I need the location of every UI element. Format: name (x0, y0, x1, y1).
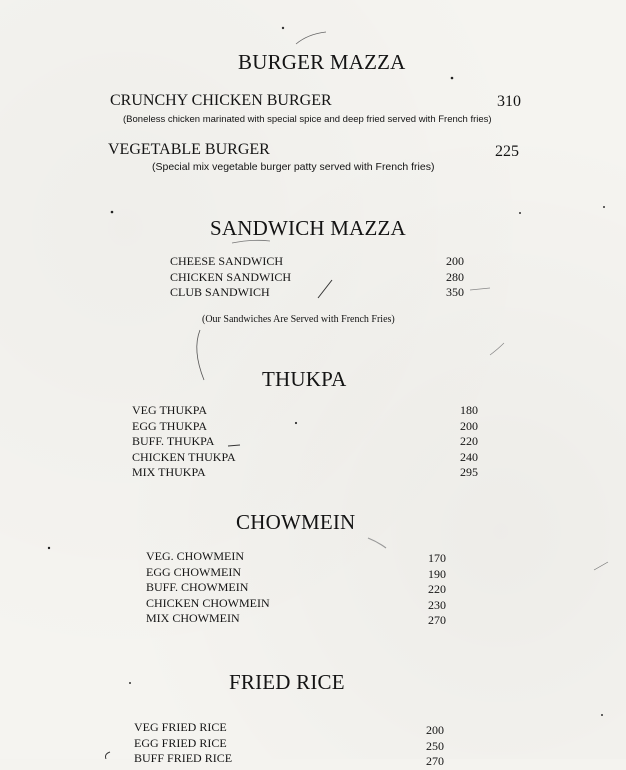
menu-item-name: BUFF. CHOWMEIN (146, 580, 249, 594)
burger-item-name: VEGETABLE BURGER (108, 141, 270, 158)
section-title-thukpa: THUKPA (262, 367, 347, 391)
menu-item-name: BUFF. THUKPA (132, 434, 215, 448)
menu-item-price: 280 (446, 269, 464, 284)
menu-item-price: 220 (428, 582, 446, 596)
menu-item-price: 270 (428, 613, 446, 627)
menu-item-name: CLUB SANDWICH (170, 285, 270, 299)
menu-item-name: BUFF FRIED RICE (134, 751, 233, 765)
menu-item-price: 180 (460, 403, 478, 417)
menu-item-price: 230 (428, 597, 446, 612)
menu-item-name: VEG THUKPA (132, 403, 208, 417)
menu-item-name: VEG FRIED RICE (134, 720, 227, 734)
sandwich-note: (Our Sandwiches Are Served with French Fries) (202, 314, 395, 325)
menu-item-price: 350 (446, 285, 464, 299)
menu-item-name: CHICKEN SANDWICH (170, 269, 291, 284)
menu-item-name: EGG CHOWMEIN (146, 564, 241, 579)
section-title-burger: BURGER MAZZA (238, 50, 406, 74)
menu-item-name: EGG FRIED RICE (134, 735, 227, 750)
section-title-sandwich: SANDWICH MAZZA (210, 216, 406, 240)
menu-item-name: CHEESE SANDWICH (170, 254, 283, 268)
menu-item-price: 220 (460, 434, 478, 448)
menu-item-price: 200 (426, 723, 444, 737)
menu-item-price: 170 (428, 551, 446, 565)
burger-item-desc: (Special mix vegetable burger patty served with French fries) (152, 161, 435, 173)
menu-item-price: 190 (428, 566, 446, 581)
burger-item-price: 225 (495, 143, 519, 160)
menu-item-price: 250 (426, 738, 444, 753)
section-title-fried-rice: FRIED RICE (229, 670, 345, 694)
menu-item-name: VEG. CHOWMEIN (146, 549, 244, 563)
burger-item-price: 310 (497, 93, 521, 110)
menu-item-price: 240 (460, 449, 478, 464)
menu-item-name: CHICKEN THUKPA (132, 449, 236, 464)
menu-item-name: MIX THUKPA (132, 465, 206, 479)
menu-item-price: 295 (460, 465, 478, 479)
menu-item-name: EGG THUKPA (132, 418, 208, 433)
menu-item-price: 200 (446, 254, 464, 268)
burger-item-name: CRUNCHY CHICKEN BURGER (110, 92, 332, 109)
burger-item-desc: (Boneless chicken marinated with special spice and deep fried served with French fries) (123, 114, 492, 125)
menu-item-name: MIX CHOWMEIN (146, 611, 240, 625)
menu-item-price: 200 (460, 418, 478, 433)
menu-item-price: 270 (426, 754, 444, 768)
section-title-chowmein: CHOWMEIN (236, 510, 356, 534)
menu-item-name: CHICKEN CHOWMEIN (146, 595, 270, 610)
